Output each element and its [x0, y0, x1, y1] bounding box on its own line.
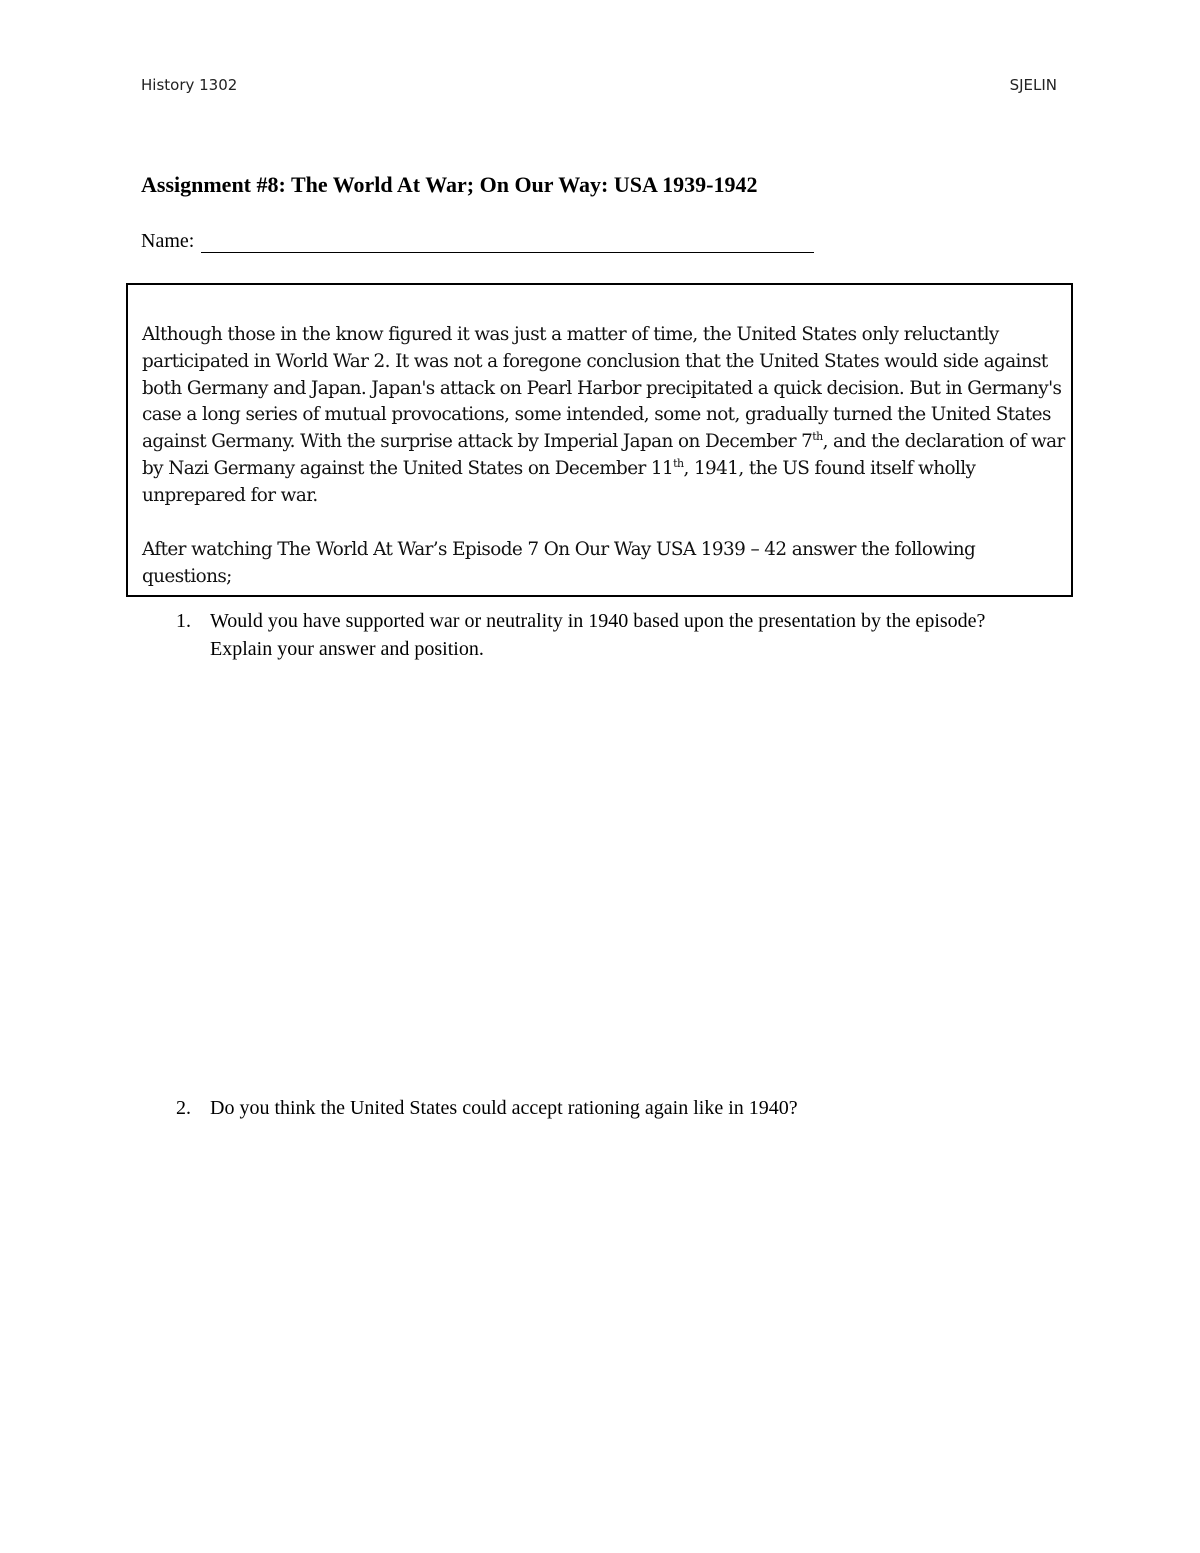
- intro-text-part1: Although those in the know figured it was just a matter of time, the United States only reluctantly participated in World War 2. It was not a foregone conclusion that the United States would side against both Germany and Japan. Japan's attack on Pearl Harbor precipitated a quick decision. But in Germany's case a long series of mutual provocations, some intended, some not, gradually turned the United States against Germany. With the surprise attack by Imperial Japan on December 7: [142, 324, 1062, 453]
- question-text: Do you think the United States could accept rationing again like in 1940?: [210, 1097, 798, 1119]
- intro-paragraph: [142, 322, 1067, 510]
- question-number: 1.: [176, 610, 191, 632]
- intro-text-part3: , 1941, the US found itself wholly unprepared for war.: [142, 457, 976, 506]
- author-header: SJELIN: [1009, 76, 1057, 94]
- intro-text-part2: , and the declaration of war by Nazi Germany against the United States on December 11: [142, 431, 1065, 479]
- name-blank-line[interactable]: [201, 230, 814, 253]
- ordinal-suffix: th: [673, 456, 684, 470]
- intro-box: [126, 283, 1073, 597]
- assignment-title: Assignment #8: The World At War; On Our Way: USA 1939-1942: [141, 172, 758, 197]
- question-text: Would you have supported war or neutrality in 1940 based upon the presentation by the episode? Explain your answer and position.: [210, 610, 986, 660]
- course-header: History 1302: [141, 76, 238, 94]
- question-number: 2.: [176, 1097, 191, 1119]
- instructions-paragraph: After watching The World At War’s Episode 7 On Our Way USA 1939 – 42 answer the following questions;: [142, 539, 976, 587]
- name-label: Name:: [141, 230, 195, 252]
- name-field-row: [141, 230, 814, 253]
- ordinal-suffix: th: [812, 430, 823, 444]
